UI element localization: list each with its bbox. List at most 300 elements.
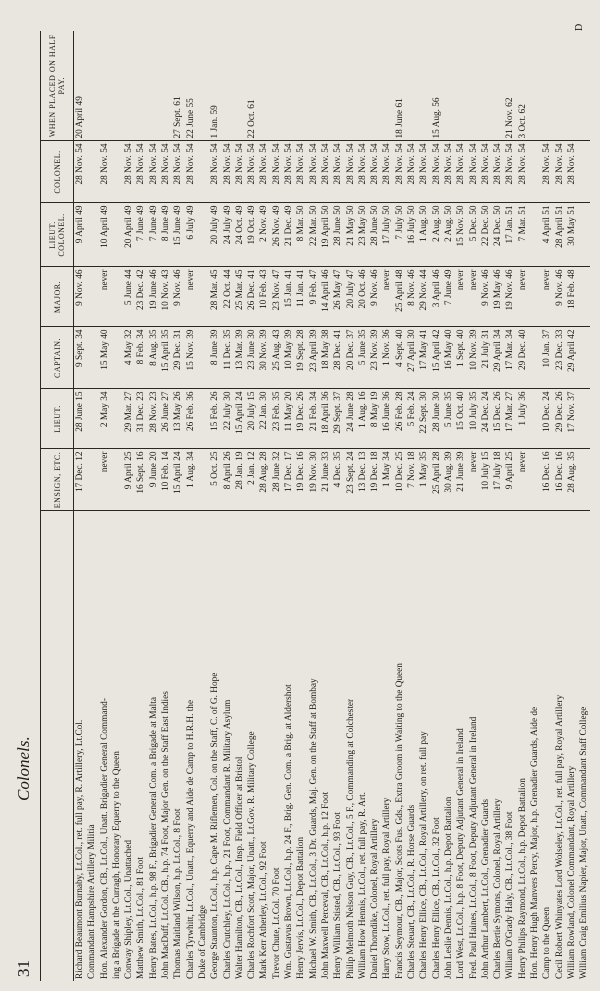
cell-lieut: 22 July 30: [222, 389, 234, 449]
table-row: [529, 31, 541, 981]
cell-half-pay: 18 June 61: [394, 31, 406, 141]
cell-captain: 18 May 38: [320, 327, 332, 389]
cell-half-pay: [492, 31, 504, 141]
cell-major: 9 Nov. 46: [369, 267, 381, 327]
cell-colonel: [529, 141, 541, 203]
cell-captain: 29 April 34: [492, 327, 504, 389]
cell-captain: 28 Dec. 41: [332, 327, 344, 389]
table-row: [135, 31, 147, 981]
cell-lieut: 2 May 34: [99, 389, 111, 449]
cell-major: never: [468, 267, 480, 327]
cell-colonel: [111, 141, 123, 203]
cell-half-pay: [468, 31, 480, 141]
cell-name: Henry Jervis, Lt.Col., Depot Battalion: [296, 836, 307, 979]
cell-colonel: 28 Nov. 54: [418, 141, 430, 203]
table-row: [148, 31, 160, 981]
cell-lieut: 18 April 36: [320, 389, 332, 449]
table-row: [504, 31, 516, 981]
cell-half-pay: [111, 31, 123, 141]
cell-name: Charles Steuart, CB., Lt.Col., R. Horse Guards: [407, 804, 418, 979]
table-row: [123, 31, 135, 981]
cell-captain: 29 Dec. 31: [172, 327, 184, 389]
cell-major: 19 June 46: [148, 267, 160, 327]
cell-half-pay: [578, 31, 590, 141]
cell-half-pay: 22 Oct. 61: [246, 31, 258, 141]
cell-colonel: 28 Nov. 54: [443, 141, 455, 203]
cell-lieut: 28 June 30: [431, 389, 443, 449]
cell-colonel: 28 Nov. 54: [283, 141, 295, 203]
table-row: [541, 31, 553, 981]
cell-lieut-colonel: 22 Mar. 50: [308, 203, 320, 267]
cell-ensign: [111, 449, 123, 511]
cell-lieut-colonel: 17 Jan. 51: [504, 203, 516, 267]
cell-colonel: 28 Nov. 54: [357, 141, 369, 203]
cell-half-pay: 15 Aug. 56: [431, 31, 443, 141]
cell-ensign: 16 Dec. 16: [554, 449, 566, 511]
table-row: [455, 31, 467, 981]
cell-major: never: [517, 267, 529, 327]
cell-name: Harry Stow, Lt.Col., ret. full pay, Royal Artillery: [382, 797, 393, 979]
cell-half-pay: 27 Sept. 61: [172, 31, 184, 141]
cell-captain: 27 April 30: [406, 327, 418, 389]
cell-colonel: 28 Nov. 54: [258, 141, 270, 203]
header-row: [41, 31, 74, 981]
cell-half-pay: [308, 31, 320, 141]
cell-lieut-colonel: 24 July 49: [222, 203, 234, 267]
signature-mark: D: [574, 23, 585, 31]
section-title: Colonels.: [14, 736, 33, 801]
cell-captain: 23 Dec. 33: [554, 327, 566, 389]
cell-major: 15 Jan. 41: [283, 267, 295, 327]
table-row: [517, 31, 529, 981]
table-row: [332, 31, 344, 981]
cell-ensign: 23 Sept. 24: [345, 449, 357, 511]
cell-lieut: 17 Nov. 37: [566, 389, 578, 449]
cell-major: 28 Mar. 45: [209, 267, 221, 327]
cell-major: [529, 267, 541, 327]
cell-captain: 15 April 35: [160, 327, 172, 389]
cell-lieut-colonel: 23 May 50: [357, 203, 369, 267]
cell-lieut: 8 May 19: [369, 389, 381, 449]
cell-lieut-colonel: 28 June 50: [332, 203, 344, 267]
cell-lieut: 19 Dec. 26: [295, 389, 307, 449]
cell-lieut: 10 Dec. 24: [541, 389, 553, 449]
cell-name: George Staunton, Lt.Col., h.p. Cape M. Riflemen, Col. on the Staff, C. of G. Hope: [210, 672, 221, 979]
cell-major: 9 Nov. 46: [74, 267, 87, 327]
cell-ensign: 17 Dec. 12: [74, 449, 87, 511]
cell-name: Trevor Chute, Lt.Col. 70 Foot: [271, 867, 282, 979]
cell-lieut-colonel: 20 July 49: [209, 203, 221, 267]
cell-colonel: 28 Nov. 54: [468, 141, 480, 203]
cell-captain: 4 Sept. 40: [394, 327, 406, 389]
cell-lieut: 10 July 35: [468, 389, 480, 449]
colonels-table: [40, 31, 590, 981]
table-row: [381, 31, 393, 981]
cell-lieut-colonel: 21 Dec. 49: [283, 203, 295, 267]
cell-half-pay: [332, 31, 344, 141]
cell-major: never: [381, 267, 393, 327]
cell-lieut-colonel: 22 Dec. 50: [480, 203, 492, 267]
cell-name: Charles Bertie Symons, Colonel, Royal Artillery: [493, 798, 504, 979]
table-row: [308, 31, 320, 981]
cell-lieut-colonel: 1 Aug. 50: [418, 203, 430, 267]
cell-lieut-colonel: 2 Aug. 50: [431, 203, 443, 267]
cell-captain: 9 Sept. 34: [74, 327, 87, 389]
cell-half-pay: [381, 31, 393, 141]
cell-ensign: never: [99, 449, 111, 511]
cell-colonel: 28 Nov. 54: [135, 141, 147, 203]
cell-major: 22 Oct. 44: [222, 267, 234, 327]
cell-lieut-colonel: 15 June 49: [172, 203, 184, 267]
cell-lieut: 1 Aug. 16: [357, 389, 369, 449]
cell-name: Wm. Gustavus Brown, Lt.Col., h.p. 24 F., Brig. Gen. Com. a Brig. at Aldershot: [284, 684, 295, 979]
cell-lieut: 15 Feb. 26: [209, 389, 221, 449]
cell-lieut: 15 April 24: [234, 389, 246, 449]
cell-colonel: 28 Nov. 54: [172, 141, 184, 203]
cell-captain: [578, 327, 590, 389]
cell-lieut: [111, 389, 123, 449]
cell-colonel: 28 Nov. 54: [271, 141, 283, 203]
cell-major: never: [455, 267, 467, 327]
cell-colonel: 28 Nov. 54: [381, 141, 393, 203]
cell-lieut-colonel: 15 Nov. 50: [455, 203, 467, 267]
table-row: [369, 31, 381, 981]
cell-lieut-colonel: 8 June 49: [160, 203, 172, 267]
cell-ensign: [86, 449, 98, 511]
cell-name: Lord West, Lt.Col., h.p. 8 Foot, Deputy Adjutant General in Ireland: [456, 728, 467, 979]
cell-lieut-colonel: 24 Dec. 50: [492, 203, 504, 267]
cell-captain: 29 Dec. 40: [517, 327, 529, 389]
cell-ensign: 15 April 24: [172, 449, 184, 511]
cell-lieut: 26 Feb. 28: [394, 389, 406, 449]
cell-captain: 8 June 39: [209, 327, 221, 389]
table-row: [209, 31, 221, 981]
cell-lieut-colonel: 8 Mar. 50: [295, 203, 307, 267]
cell-lieut: 21 Feb. 34: [308, 389, 320, 449]
cell-name: Duke of Cambridge: [197, 905, 208, 979]
cell-colonel: 28 Nov. 54: [74, 141, 87, 203]
cell-major: [197, 267, 209, 327]
cell-lieut-colonel: 16 July 50: [406, 203, 418, 267]
cell-lieut: 29 Dec. 26: [554, 389, 566, 449]
cell-major: 10 Feb. 43: [258, 267, 270, 327]
cell-major: [86, 267, 98, 327]
cell-colonel: 28 Nov. 54: [394, 141, 406, 203]
cell-major: 25 April 48: [394, 267, 406, 327]
cell-captain: 15 Nov. 39: [185, 327, 197, 389]
cell-colonel: 28 Nov. 54: [345, 141, 357, 203]
cell-name: Thomas Maitland Wilson, h.p. Lt.Col., 8 Foot: [173, 808, 184, 979]
cell-name: Matthew Smith, Lt.Col., 81 Foot: [136, 857, 147, 979]
table-row: [480, 31, 492, 981]
cell-lieut: [197, 389, 209, 449]
cell-major: 9 Nov. 46: [480, 267, 492, 327]
header-lieut: LIEUT.: [41, 389, 74, 449]
cell-major: [111, 267, 123, 327]
cell-ensign: 8 April 26: [222, 449, 234, 511]
cell-major: 20 Oct. 46: [357, 267, 369, 327]
cell-captain: 10 May 39: [283, 327, 295, 389]
cell-ensign: 28 Aug. 35: [566, 449, 578, 511]
cell-ensign: 28 June 32: [271, 449, 283, 511]
cell-name: Charles Rochfort Scott, Major, Unatt., Lt.Gov. R. Military College: [247, 731, 258, 979]
cell-colonel: 28 Nov. 54: [541, 141, 553, 203]
cell-lieut-colonel: [578, 203, 590, 267]
cell-name: William How Hennis, Lt.Col., ret. full pay, R. Art.: [357, 791, 368, 979]
cell-colonel: 28 Nov. 54: [332, 141, 344, 203]
cell-lieut: 26 June 27: [160, 389, 172, 449]
cell-captain: 15 April 42: [431, 327, 443, 389]
cell-lieut-colonel: 2 Nov. 49: [258, 203, 270, 267]
header-colonel: COLONEL.: [41, 141, 74, 203]
cell-lieut: 22 Sept. 30: [418, 389, 430, 449]
cell-captain: 11 Dec. 35: [222, 327, 234, 389]
cell-ensign: 16 Dec. 16: [541, 449, 553, 511]
table-row: [468, 31, 480, 981]
cell-lieut-colonel: 28 June 50: [369, 203, 381, 267]
cell-colonel: 28 Nov. 54: [320, 141, 332, 203]
cell-captain: 20 Dec. 37: [345, 327, 357, 389]
cell-half-pay: [443, 31, 455, 141]
cell-name: Francis Seymour, CB., Major, Scots Fus. Gds., Extra Groom in Waiting to the Queen: [394, 663, 405, 979]
cell-major: never: [541, 267, 553, 327]
cell-name: William Rowland, Colonel Commandant, Royal Artillery: [566, 765, 577, 979]
cell-ensign: 5 Oct. 25: [209, 449, 221, 511]
cell-major: 20 July 47: [345, 267, 357, 327]
cell-colonel: 28 Nov. 54: [554, 141, 566, 203]
cell-lieut-colonel: 6 July 49: [185, 203, 197, 267]
cell-major: 5 June 44: [123, 267, 135, 327]
cell-captain: 8 Feb. 34: [135, 327, 147, 389]
cell-ensign: 7 Nov. 18: [406, 449, 418, 511]
cell-captain: [111, 327, 123, 389]
cell-lieut: 5 Feb. 24: [406, 389, 418, 449]
cell-half-pay: 22 June 55: [185, 31, 197, 141]
table-row: [86, 31, 98, 981]
cell-name: Henry Philips Raymond, Lt.Col., h.p. Depot Battalion: [517, 778, 528, 979]
cell-ensign: 19 Dec. 18: [369, 449, 381, 511]
cell-half-pay: [283, 31, 295, 141]
cell-major: 9 Nov. 46: [172, 267, 184, 327]
cell-captain: 1 Nov. 36: [381, 327, 393, 389]
cell-lieut-colonel: 19 Oct. 49: [246, 203, 258, 267]
cell-lieut-colonel: 20 April 49: [123, 203, 135, 267]
table-row: [431, 31, 443, 981]
cell-name: Camp to the Queen: [542, 906, 553, 979]
cell-half-pay: [357, 31, 369, 141]
cell-major: 19 May 46: [492, 267, 504, 327]
cell-ensign: 30 Aug. 39: [443, 449, 455, 511]
cell-colonel: 28 Nov. 54: [295, 141, 307, 203]
cell-captain: 8 Aug. 35: [148, 327, 160, 389]
cell-half-pay: [406, 31, 418, 141]
cell-name: William Craig Emilius Napier, Major, Unatt., Commandant Staff College: [579, 706, 590, 979]
cell-lieut-colonel: 7 June 49: [148, 203, 160, 267]
table-row: [111, 31, 123, 981]
cell-ensign: 28 Aug. 28: [258, 449, 270, 511]
cell-ensign: 21 June 33: [320, 449, 332, 511]
cell-half-pay: [480, 31, 492, 141]
cell-name: Richard Beaumont Burnaby, Lt.Col., ret. full pay, R. Artillery, Lt.Col.: [75, 719, 85, 979]
cell-colonel: 28 Nov. 54: [504, 141, 516, 203]
cell-ensign: 19 Dec. 16: [295, 449, 307, 511]
cell-lieut: 23 Feb. 35: [271, 389, 283, 449]
table-row: [271, 31, 283, 981]
cell-lieut: 31 Dec. 23: [135, 389, 147, 449]
cell-lieut-colonel: 7 July 50: [394, 203, 406, 267]
table-row: [566, 31, 578, 981]
cell-lieut-colonel: 30 May 51: [566, 203, 578, 267]
cell-major: 26 May 47: [332, 267, 344, 327]
cell-lieut: 16 June 36: [381, 389, 393, 449]
cell-captain: 16 May 40: [443, 327, 455, 389]
cell-ensign: 10 Feb. 14: [160, 449, 172, 511]
cell-ensign: [197, 449, 209, 511]
cell-ensign: [529, 449, 541, 511]
cell-half-pay: [234, 31, 246, 141]
cell-colonel: 28 Nov. 54: [566, 141, 578, 203]
cell-lieut-colonel: [197, 203, 209, 267]
cell-name: Hon. Henry Hugh Manvers Percy, Major, h.p. Grenadier Guards, Aide de: [529, 706, 540, 979]
cell-major: 8 Nov. 46: [406, 267, 418, 327]
cell-half-pay: 21 Nov. 62: [504, 31, 516, 141]
cell-name: Hon. Alexander Gordon, CB., Lt.Col., Unatt. Brigadier General Command-: [99, 698, 110, 979]
cell-captain: 19 Sept. 28: [295, 327, 307, 389]
cell-ensign: 17 Dec. 17: [283, 449, 295, 511]
cell-captain: [86, 327, 98, 389]
cell-ensign: 10 Dec. 25: [394, 449, 406, 511]
table-row: [74, 31, 87, 981]
table-row: [492, 31, 504, 981]
cell-colonel: 28 Nov. 54: [160, 141, 172, 203]
cell-major: 25 Mar. 45: [234, 267, 246, 327]
cell-ensign: 25 April 28: [431, 449, 443, 511]
cell-captain: 15 May 40: [99, 327, 111, 389]
cell-name: John Maxwell Perceval, CB., Lt.Col., h.p. 12 Foot: [320, 791, 331, 979]
cell-name: Philip Melmoth Nelson Guy, CB., Lt.Col., 5 F., Commanding at Colchester: [345, 698, 356, 979]
cell-colonel: 28 Nov. 54: [209, 141, 221, 203]
cell-ensign: 19 Nov. 30: [308, 449, 320, 511]
cell-colonel: 28 Nov. 54: [406, 141, 418, 203]
cell-lieut: 28 June 15: [74, 389, 87, 449]
cell-major: [578, 267, 590, 327]
cell-ensign: 9 April 25: [504, 449, 516, 511]
table-row: [320, 31, 332, 981]
cell-name: Daniel Thorndike, Colonel, Royal Artillery: [370, 818, 381, 979]
cell-colonel: 28 Nov. 54: [431, 141, 443, 203]
cell-captain: 1 Sept. 40: [455, 327, 467, 389]
cell-lieut-colonel: 24 Oct. 49: [234, 203, 246, 267]
cell-half-pay: [295, 31, 307, 141]
cell-major: 19 Nov. 46: [504, 267, 516, 327]
table-row: [99, 31, 111, 981]
cell-major: 11 Jan. 41: [295, 267, 307, 327]
cell-lieut-colonel: 10 April 49: [99, 203, 111, 267]
cell-captain: 17 Mar. 34: [504, 327, 516, 389]
cell-name: Conway Shipley, Lt.Col., Unattached: [124, 839, 135, 979]
cell-half-pay: [529, 31, 541, 141]
cell-half-pay: [222, 31, 234, 141]
cell-lieut-colonel: 2 Aug. 50: [443, 203, 455, 267]
cell-major: 18 Feb. 48: [566, 267, 578, 327]
cell-colonel: [86, 141, 98, 203]
cell-half-pay: [258, 31, 270, 141]
cell-colonel: 28 Nov. 54: [480, 141, 492, 203]
cell-colonel: 28 Nov. 54: [185, 141, 197, 203]
cell-colonel: 28 Nov. 54: [234, 141, 246, 203]
header-captain: CAPTAIN.: [41, 327, 74, 389]
table-row: [394, 31, 406, 981]
cell-lieut: 24 June 28: [345, 389, 357, 449]
cell-name: ing a Brigade at the Curragh, Honorary Equerry to the Queen: [111, 751, 122, 979]
cell-colonel: [197, 141, 209, 203]
cell-major: 23 Dec. 42: [135, 267, 147, 327]
cell-lieut: 17 Mar. 27: [504, 389, 516, 449]
cell-major: 9 Feb. 47: [308, 267, 320, 327]
table-row: [234, 31, 246, 981]
cell-lieut-colonel: 21 May 50: [345, 203, 357, 267]
cell-ensign: 1 May 34: [381, 449, 393, 511]
table-row: [222, 31, 234, 981]
cell-major: 26 Dec. 41: [246, 267, 258, 327]
cell-lieut: 13 May 26: [172, 389, 184, 449]
header-lieut-colonel: LIEUT. COLONEL.: [41, 203, 74, 267]
cell-major: never: [99, 267, 111, 327]
cell-lieut: 15 Dec. 26: [492, 389, 504, 449]
table-row: [418, 31, 430, 981]
table-row: [295, 31, 307, 981]
cell-lieut-colonel: 9 April 49: [74, 203, 87, 267]
table-row: [160, 31, 172, 981]
cell-lieut-colonel: [111, 203, 123, 267]
cell-lieut: [86, 389, 98, 449]
cell-captain: 5 June 35: [357, 327, 369, 389]
cell-ensign: 10 July 15: [480, 449, 492, 511]
cell-name: Charles Tyrwhitt, Lt.Col., Unatt., Equerry and Aide de Camp to H.R.H. the: [185, 699, 196, 979]
table-row: [258, 31, 270, 981]
cell-name: John Arthur Lambert, Lt.Col., Grenadier Guards: [480, 799, 491, 979]
cell-lieut: 28 Nov. 23: [148, 389, 160, 449]
header-half-pay: WHEN PLACED ON HALF PAY.: [41, 31, 74, 141]
cell-ensign: 1 May 35: [418, 449, 430, 511]
cell-major: 7 June 49: [443, 267, 455, 327]
cell-lieut: 11 May 20: [283, 389, 295, 449]
cell-name: John Leslie Dennis, Lt.Col., h.p. Depot Battalion: [443, 796, 454, 979]
cell-name: Henry Bates, Lt.Col., h.p. 98 F., Brigadier General Com. a Brigade at Malta: [148, 697, 159, 979]
cell-ensign: 9 April 25: [123, 449, 135, 511]
cell-half-pay: [271, 31, 283, 141]
cell-major: 9 Nov. 46: [554, 267, 566, 327]
cell-captain: 13 Mar. 39: [234, 327, 246, 389]
cell-captain: [529, 327, 541, 389]
cell-lieut-colonel: [86, 203, 98, 267]
cell-major: never: [185, 267, 197, 327]
table-row: [345, 31, 357, 981]
cell-captain: [197, 327, 209, 389]
cell-captain: 10 Jan. 37: [541, 327, 553, 389]
cell-ensign: 4 Dec. 35: [332, 449, 344, 511]
cell-lieut-colonel: [529, 203, 541, 267]
cell-lieut-colonel: 7 June 49: [135, 203, 147, 267]
cell-half-pay: [566, 31, 578, 141]
cell-colonel: [578, 141, 590, 203]
cell-lieut-colonel: 5 Dec. 50: [468, 203, 480, 267]
cell-half-pay: [554, 31, 566, 141]
cell-colonel: 28 Nov. 54: [308, 141, 320, 203]
cell-name: Mark Kerr Atherley, Lt.Col., 92 Foot: [259, 841, 270, 979]
cell-ensign: 13 Dec. 13: [357, 449, 369, 511]
cell-name: Walter Hamilton, CB., Lt.Col., Insp. Field Officer at Bristol: [234, 756, 245, 979]
